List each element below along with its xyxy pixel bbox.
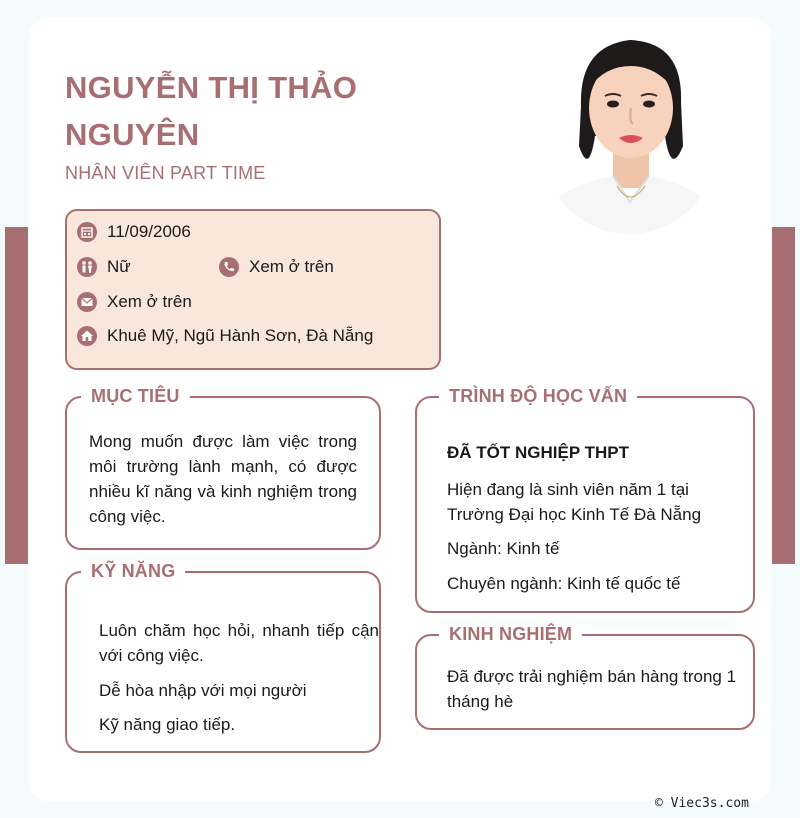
gender-row [77,257,131,277]
address-row [77,326,373,346]
birthday-row [77,222,191,242]
address-value: Khuê Mỹ, Ngũ Hành Sơn, Đà Nẵng [107,326,374,345]
education-specialization: Chuyên ngành: Kinh tế quốc tế [447,574,681,593]
right-accent-bar [772,227,795,564]
phone-row [219,257,334,277]
birthday-value: 11/09/2006 [107,222,191,241]
education-status: Hiện đang là sinh viên năm 1 tại Trường Đại học Kinh Tế Đà Nẵng [447,480,702,524]
candidate-name: NGUYỄN THỊ THẢO NGUYÊN [65,70,358,152]
experience-title: KINH NGHIỆM [439,622,582,646]
objective-title: MỤC TIÊU [81,384,190,408]
education-title: TRÌNH ĐỘ HỌC VẤN [439,384,637,408]
email-value: Xem ở trên [107,292,192,311]
phone-icon [219,257,239,277]
email-row [77,292,192,312]
phone-value: Xem ở trên [249,257,334,276]
avatar [543,36,716,234]
left-accent-bar [5,227,28,564]
education-degree: ĐÃ TỐT NGHIỆP THPT [447,443,629,462]
experience-text: Đã được trải nghiệm bán hàng trong 1 tháng hè [447,667,737,711]
skill-item: Dễ hòa nhập với mọi người [99,681,307,700]
calendar-icon [77,222,97,242]
home-icon [77,326,97,346]
objective-text: Mong muốn được làm việc trong môi trường lành mạnh, có được nhiều kĩ năng và kinh nghiệm trong công việc. [89,432,357,526]
job-position: NHÂN VIÊN PART TIME [65,163,266,183]
watermark: © Viec3s.com [655,796,749,811]
skill-item: Kỹ năng giao tiếp. [99,715,236,734]
gender-value: Nữ [107,257,131,276]
skill-item: Luôn chăm học hỏi, nhanh tiếp cận với công việc. [99,621,379,665]
education-major: Ngành: Kinh tế [447,539,560,558]
gender-icon [77,257,97,277]
skills-title: KỸ NĂNG [81,559,185,583]
mail-icon [77,292,97,312]
